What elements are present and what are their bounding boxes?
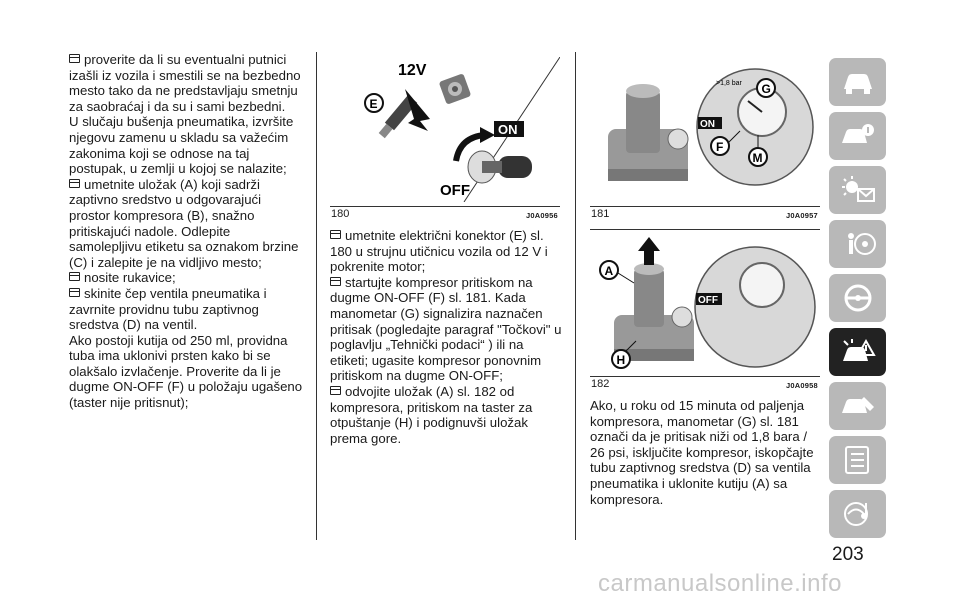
multimedia-icon[interactable] <box>829 490 886 538</box>
figure-number: 182 <box>591 378 610 390</box>
warning-lights-icon[interactable] <box>829 166 886 214</box>
car-dashboard-icon[interactable] <box>829 58 886 106</box>
cigarette-lighter-ignition-illustration <box>330 57 560 202</box>
maintenance-icon[interactable] <box>829 382 886 430</box>
svg-text:F: F <box>716 140 724 154</box>
technical-data-icon[interactable] <box>829 436 886 484</box>
figure-code: J0A0957 <box>786 211 818 220</box>
bullet-icon <box>69 288 80 297</box>
paragraph: umetnite uložak (A) koji sadrži zaptivno sredstvo u odgovarajući prostor kompresora (B), snažno pritiskajući nadole. Odlepite samolepljivu etiketu sa oznakom brzine (C) i zalepite je na vidljivo mesto; <box>69 176 299 270</box>
paragraph: Ako, u roku od 15 minuta od paljenja kompresora, manometar (G) sl. 181 označi da je pritisak niži od 1,8 bara / 26 psi, isključite kompresor, iskopčajte tubu zaptivnog sredstva (D) sa ventila pneumatika i uklonite kutiju (A) sa kompresora. <box>590 398 814 507</box>
paragraph: odvojite uložak (A) sl. 182 od kompresora, pritiskom na taster za otpuštanje (H) i podignuvši uložak prema gore. <box>330 383 533 446</box>
svg-text:OFF: OFF <box>698 295 718 306</box>
paragraph: U slučaju bušenja pneumatika, izvršite njegovu zamenu u skladu sa važećim zakonima koji se odnose na taj postupak, u zemlji u kojoj se nalazite; <box>69 114 294 177</box>
bullet-icon <box>69 179 80 188</box>
svg-text:>1,8 bar: >1,8 bar <box>716 80 742 87</box>
figure-181 <box>590 57 820 202</box>
left-column <box>69 52 305 411</box>
svg-text:E: E <box>369 97 378 111</box>
svg-text:H: H <box>616 353 626 367</box>
paragraph: proverite da li su eventualni putnici izašli iz vozila i smestili se na bezbedno mesto tako da ne predstavljaju smetnju za saobraćaj i da su i sami bezbedni. <box>69 52 301 114</box>
figure-divider <box>590 229 820 230</box>
svg-text:ON: ON <box>700 119 715 130</box>
svg-text:A: A <box>604 264 614 278</box>
figure-number: 180 <box>331 208 350 220</box>
paragraph: skinite čep ventila pneumatika i zavrnite providnu tubu zaptivnog sredstva (D) na ventil. <box>69 285 267 333</box>
svg-text:M: M <box>752 151 763 165</box>
paragraph: startujte kompresor pritiskom na dugme ON-OFF (F) sl. 181. Kada manometar (G) signalizira naznačen pritisak (pogledajte paragraf "Točkovi" u poglavlju „Tehnički podaci“ ) ili na etiketi; ugasite kompresor ponovnim pritiskom na dugme ON-OFF; <box>330 274 562 384</box>
figure-182 <box>590 233 820 373</box>
paragraph: umetnite električni konektor (E) sl. 180 u strujnu utičnicu vozila od 12 V i pokrenite motor; <box>330 228 548 275</box>
figure-code: J0A0958 <box>786 381 818 390</box>
starting-driving-icon[interactable] <box>829 274 886 322</box>
svg-text:12V: 12V <box>398 62 427 79</box>
safety-icon[interactable] <box>829 220 886 268</box>
svg-text:G: G <box>761 82 771 96</box>
figure-divider <box>330 206 560 207</box>
svg-text:ON: ON <box>498 122 518 137</box>
figure-180 <box>330 57 560 202</box>
car-info-icon[interactable] <box>829 112 886 160</box>
bullet-icon <box>69 54 80 63</box>
paragraph: Ako postoji kutija od 250 ml, providna tuba ima uklonivi prsten kako bi se olakšalo izvlačenje. Proverite da li je dugme ON-OFF (F) u položaju ugašeno (taster nije pritisnut); <box>69 332 303 411</box>
emergency-car-icon[interactable] <box>829 328 886 376</box>
column-divider <box>316 52 317 540</box>
figure-number: 181 <box>591 208 610 220</box>
bullet-icon <box>330 277 341 286</box>
column-divider <box>575 52 576 540</box>
figure-code: J0A0956 <box>526 211 558 220</box>
figure-divider <box>590 376 820 377</box>
right-column <box>590 398 822 507</box>
page-number: 203 <box>832 544 864 565</box>
bullet-icon <box>330 386 341 395</box>
bullet-icon <box>330 230 341 239</box>
bullet-icon <box>69 272 80 281</box>
paragraph: nosite rukavice; <box>69 270 305 286</box>
middle-column <box>330 228 564 446</box>
watermark: carmanualsonline.info <box>598 570 842 597</box>
figure-divider <box>590 206 820 207</box>
svg-text:OFF: OFF <box>440 182 470 199</box>
cartridge-removal-illustration <box>590 233 820 373</box>
compressor-manometer-illustration <box>590 57 820 202</box>
